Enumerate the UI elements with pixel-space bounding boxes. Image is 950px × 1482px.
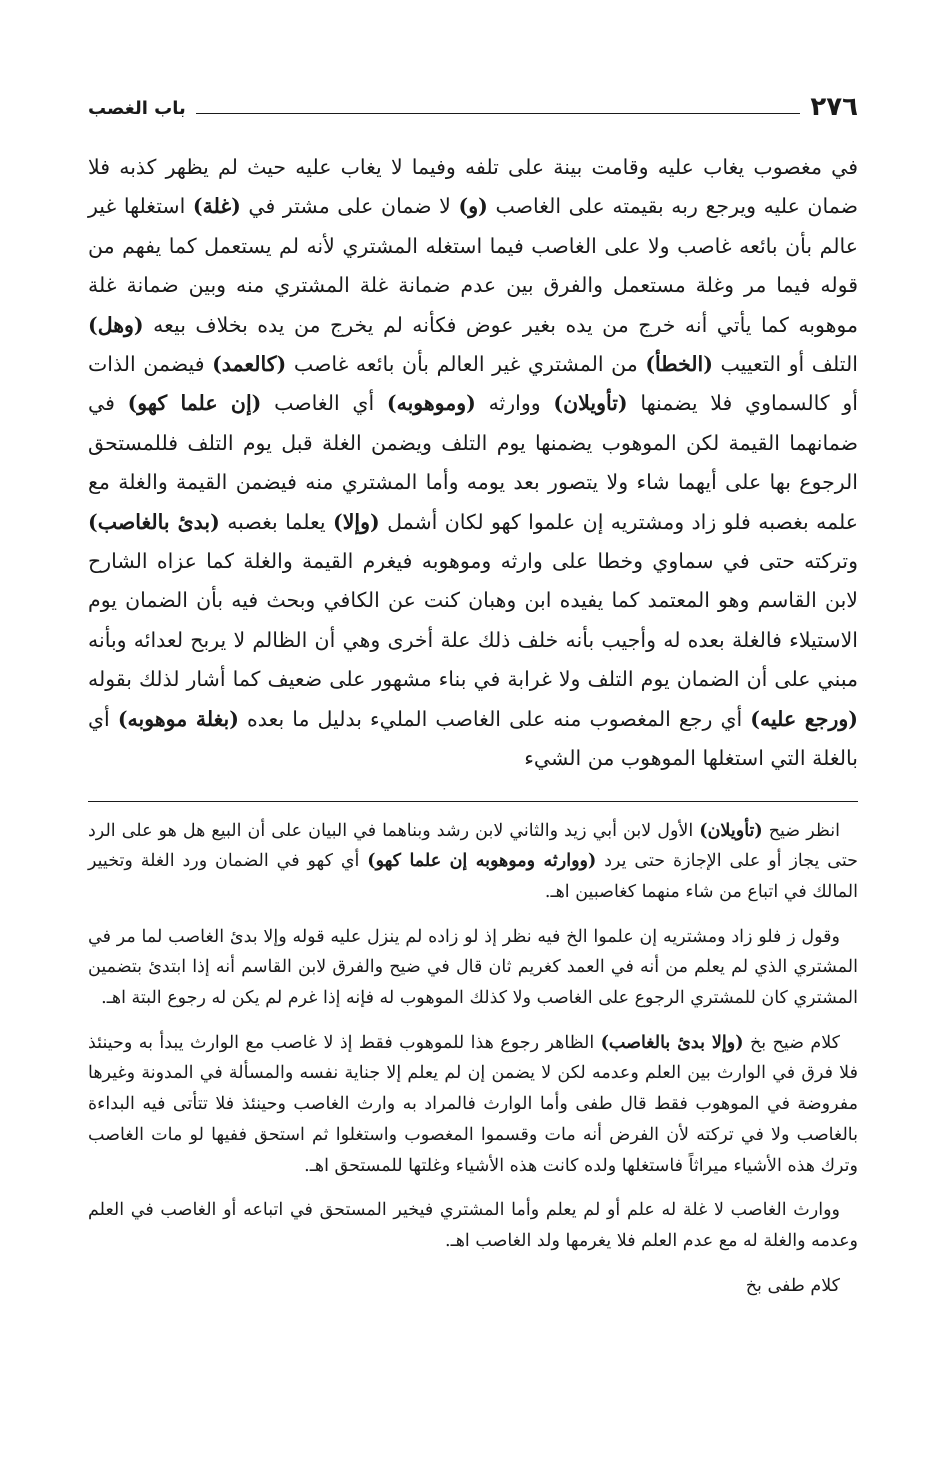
text-segment: ووارثه	[488, 391, 541, 416]
page-number: ٢٧٦	[810, 92, 858, 122]
text-segment: في ضمانهما القيمة لكن الموهوب يضمنها يوم التلف ويضمن الغلة قبل يوم التلف فللمستحق الرجوع بها على أيهما شاء ولا يتصور بعد يومه وأما المشتري منه فيضمن القيمة والغلة مع علمه بغصبه فلو زاد ومشتريه إن علموا كهو لكان أشمل	[88, 391, 858, 534]
matn-quote: (ورجع عليه)	[750, 706, 858, 731]
text-segment: في مغصوب يغاب عليه وقامت بينة على تلفه وفيما لا يغاب عليه حيث لم يظهر كذبه فلا ضمان عليه ويرجع ربه بقيمته على الغاصب	[88, 155, 858, 219]
text-segment: كلام طفى بخ	[745, 1275, 840, 1296]
main-commentary-text	[88, 148, 858, 779]
matn-quote: (بدئ بالغاصب)	[88, 509, 220, 534]
text-segment: وقول ز فلو زاد ومشتريه إن علموا الخ فيه نظر إذ لو زاده لم ينزل عليه قوله وإلا بدئ الغاصب لما مر في المشتري الذي لم يعلم من أنه في العمد كغريم ثان قال في ضيح والفرق لابن القاسم أنه إذا ابتدئ بتضمين المشتري كان للمشتري الرجوع على الغاصب ولا كذلك الموهوب له فإنه إذا غرم لم يكن له رجوع البتة اهـ.	[88, 926, 858, 1009]
chapter-title: باب الغصب	[88, 98, 186, 119]
matn-quote: (وإلا بدئ بالغاصب)	[600, 1032, 744, 1053]
matn-quote: (الخطأ)	[645, 352, 713, 377]
matn-quote: (بغلة موهوبه)	[117, 706, 239, 731]
matn-quote: (وموهوبه)	[386, 391, 476, 416]
text-segment: أي بالغلة التي استغلها الموهوب من الشيء	[88, 706, 858, 771]
running-header	[88, 80, 858, 122]
footnote-paragraph	[88, 1271, 858, 1302]
text-segment: لا ضمان على مشتر في	[248, 194, 451, 219]
matn-quote: (تأويلان)	[699, 820, 763, 841]
header-rule	[196, 113, 801, 114]
matn-quote: (إن علما كهو)	[127, 391, 262, 416]
footnote-paragraph	[88, 1195, 858, 1256]
footnote-divider	[88, 801, 858, 802]
text-segment: الأول لابن أبي زيد والثاني لابن رشد وبناهما في البيان على أن البيع هل هو على الرد حتى يجاز أو على الإجازة حتى يرد	[88, 820, 858, 872]
text-segment: الظاهر رجوع هذا للموهوب فقط إذ لا غاصب مع الوارث يبدأ به وحينئذ فلا فرق في الوارث بين العلم وعدمه لكن لا يضمن إن لم يعلم إلا جناية نفسه والمسألة في المدونة وغيرها مفروضة في الموهوب فقط قال طفى وأما الوارث فالمراد به وارث الغاصب وحينئذ فلا تتأتى فيه البداءة بالغاصب ولا في تركته لأن الفرض أنه مات وقسموا المغصوب واستغلوا ثم استحق ففيها لو مات الغاصب وترك هذه الأشياء ميراثاً فاستغلها ولده كانت هذه الأشياء وغلتها للمستحق اهـ.	[88, 1032, 858, 1176]
matn-quote: (ووارثه وموهوبه إن علما كهو)	[367, 851, 597, 872]
text-segment: وتركته حتى في سماوي وخطا على وارثه وموهوبه فيغرم القيمة والغلة كما عزاه الشارح لابن القاسم وهو المعتمد كما يفيده ابن وهبان كنت عن الكافي وبحث فيه بأن الضمان يوم الاستيلاء فالغلة بعده له وأجيب بأنه خلف ذلك علة أخرى وهي أن الظالم لا يربح لعدائه وبأنه مبني على أن الضمان يوم التلف ولا غرابة في بناء مشهور على ضعيف كما أشار لذلك بقوله	[88, 549, 858, 692]
text-segment: انظر ضيح	[768, 820, 840, 841]
main-paragraph	[88, 148, 858, 779]
page	[88, 80, 858, 1470]
text-segment: أي الغاصب	[274, 391, 375, 416]
footnote-paragraph	[88, 922, 858, 1014]
text-segment: ووارث الغاصب لا غلة له علم أو لم يعلم وأما المشتري فيخير المستحق في اتباعه أو الغاصب في العلم وعدمه والغلة له مع عدم العلم فلا يغرمها ولد الغاصب اهـ.	[88, 1200, 858, 1251]
matn-quote: (تأويلان)	[553, 391, 628, 416]
text-segment: استغلها غير عالم بأن بائعه غاصب ولا على الغاصب فيما استغله المشتري لأنه لم يستعمل كما يفهم من قوله فيما مر وغلة مستعمل والفرق بين عدم ضمانة غلة المشتري منه وبين ضمانة غلة موهوبه كما يأتي أنه خرج من يده بغير عوض فكأنه لم يخرج من يده بخلاف بيعه	[88, 194, 858, 337]
matn-quote: (وإلا)	[333, 509, 380, 534]
text-segment: أي كهو في الضمان ورد الغلة وتخيير المالك في اتباع من شاء منهما كغاصبين اهـ.	[88, 851, 858, 902]
text-segment: كلام ضيح بخ	[749, 1032, 840, 1053]
text-segment: يعلما بغصبه	[227, 509, 326, 534]
footnote-paragraph	[88, 1028, 858, 1182]
text-segment: التلف أو التعييب	[720, 352, 858, 377]
footnotes	[88, 816, 858, 1302]
matn-quote: (غلة)	[192, 194, 241, 219]
text-segment: فيضمن الذات أو كالسماوي فلا يضمنها	[88, 352, 858, 416]
footnote-paragraph	[88, 816, 858, 908]
text-segment: من المشتري غير العالم بأن بائعه غاصب	[293, 352, 638, 377]
text-segment: أي رجع المغصوب منه على الغاصب المليء بدليل ما بعده	[247, 706, 743, 731]
matn-quote: (وهل)	[88, 312, 144, 337]
matn-quote: (و)	[458, 194, 488, 219]
matn-quote: (كالعمد)	[212, 352, 287, 377]
